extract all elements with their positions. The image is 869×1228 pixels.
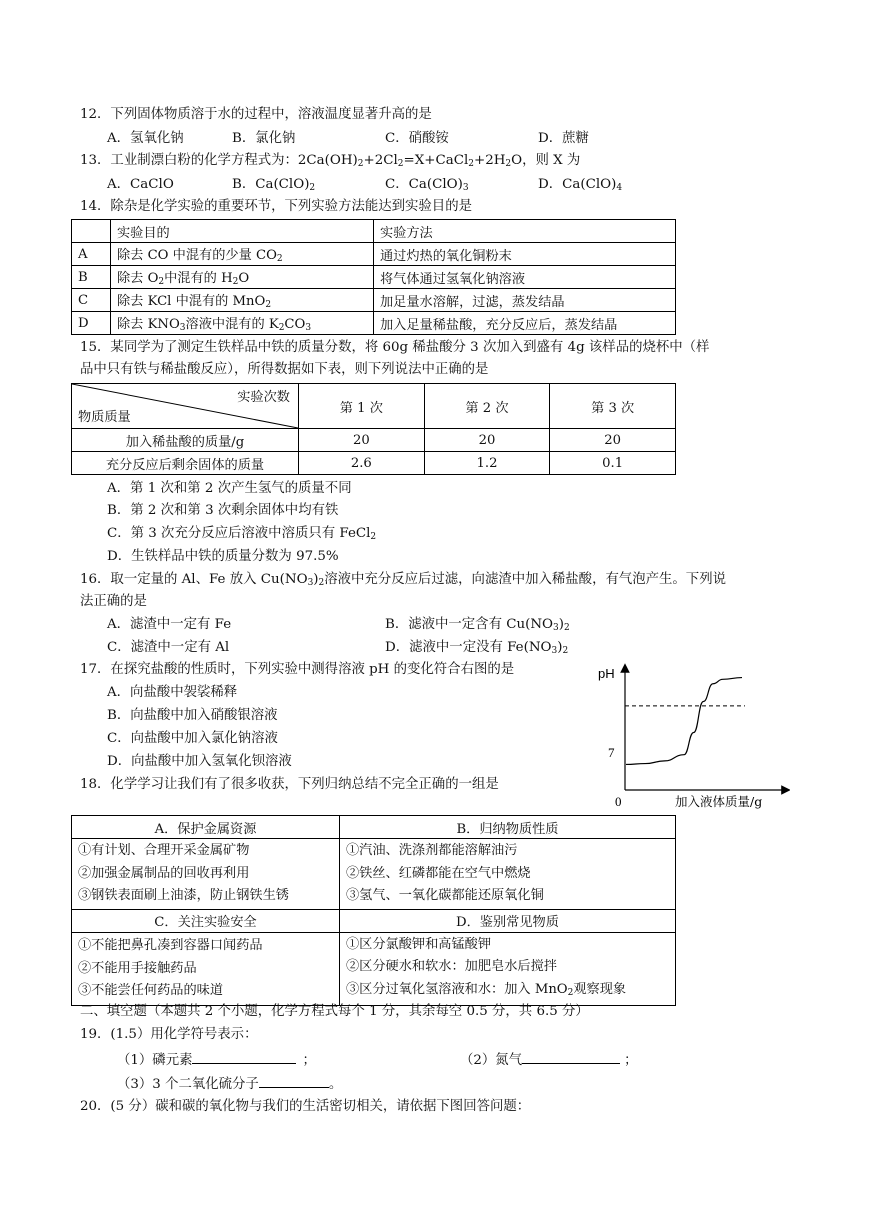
- q14-row-method: 将气体通过氢氧化钠溶液: [374, 266, 676, 289]
- q13-option-c: C．$Ca(ClO)_3$: [385, 177, 469, 193]
- q18-block-c-title: C．关注实验安全: [72, 909, 340, 932]
- answer-blank[interactable]: [192, 1050, 296, 1064]
- q15-stem-line2: 品中只有铁与稀盐酸反应），所得数据如下表，则下列说法中正确的是: [80, 362, 489, 377]
- q17-option-b: B．向盐酸中加入硝酸银溶液: [107, 708, 278, 723]
- q12-option-b: B．氯化钠: [232, 131, 296, 146]
- q18-block-b-items: ①汽油、洗涤剂都能溶解油污 ②铁丝、红磷都能在空气中燃烧 ③氢气、一氧化碳都能还原氧化铜: [340, 839, 676, 910]
- q15-table: [71, 383, 676, 475]
- q12-option-c: C．硝酸铵: [385, 131, 449, 146]
- ph-curve: [626, 678, 742, 765]
- origin-label: 0: [615, 794, 622, 809]
- q15-corner-top: 实验次数: [237, 390, 290, 405]
- answer-blank[interactable]: [259, 1074, 329, 1088]
- q15-option-d: D．生铁样品中铁的质量分数为 97.5%: [107, 549, 339, 564]
- q14-row-letter: A: [72, 243, 111, 266]
- q14-row-letter: D: [72, 312, 111, 335]
- q15-col-1: 第 1 次: [299, 384, 425, 429]
- table-row: [72, 839, 676, 910]
- q14-row-method: 加入足量稀盐酸，充分反应后，蒸发结晶: [374, 312, 676, 335]
- q14-header-goal: 实验目的: [111, 220, 374, 243]
- table-row: [72, 909, 676, 932]
- q12-stem: 12．下列固体物质溶于水的过程中，溶液温度显著升高的是: [80, 107, 432, 122]
- x-axis-label: 加入液体质量/g: [675, 794, 763, 809]
- q19-item-3: （3）3 个二氧化硫分子 。: [117, 1074, 342, 1094]
- q17-option-c: C．向盐酸中加入氯化钠溶液: [107, 731, 278, 746]
- q20-stem: 20．(5 分）碳和碳的氧化物与我们的生活密切相关，请依据下图回答问题：: [80, 1099, 531, 1114]
- q14-row-goal: 除去 $KNO_3$溶液中混有的 $K_2CO_3$: [111, 312, 374, 335]
- table-row: [72, 384, 676, 429]
- q19-item-2: （2）氮气 ；: [460, 1050, 637, 1070]
- q15-cell: 20: [550, 429, 676, 452]
- q15-col-3: 第 3 次: [550, 384, 676, 429]
- table-row: [72, 816, 676, 839]
- q15-option-b: B．第 2 次和第 3 次剩余固体中均有铁: [107, 503, 339, 518]
- q16-option-d: D．滤液中一定没有 $Fe(NO_3)_2$: [385, 640, 569, 656]
- q14-row-method: 加足量水溶解，过滤，蒸发结晶: [374, 289, 676, 312]
- q14-row-goal: 除去 CO 中混有的少量 $CO_2$: [111, 243, 374, 266]
- q18-stem: 18．化学学习让我们有了很多收获，下列归纳总结不完全正确的一组是: [80, 777, 499, 792]
- q15-corner-bottom: 物质质量: [78, 410, 131, 425]
- q15-cell: 20: [299, 429, 425, 452]
- q15-row-label: 充分反应后剩余固体的质量: [72, 452, 299, 475]
- q17-stem: 17．在探究盐酸的性质时，下列实验中测得溶液 pH 的变化符合右图的是: [80, 662, 515, 677]
- q14-row-method: 通过灼热的氧化铜粉末: [374, 243, 676, 266]
- q16-option-b: B．滤液中一定含有 $Cu(NO_3)_2$: [385, 617, 570, 633]
- q15-cell: 0.1: [550, 452, 676, 475]
- q15-cell: 20: [424, 429, 550, 452]
- q18-table: [71, 815, 676, 1006]
- q14-row-letter: C: [72, 289, 111, 312]
- q16-stem-line1: 16．取一定量的 Al、Fe 放入 $Cu(NO_3)_2$溶液中充分反应后过滤，向滤渣中加入稀盐酸，有气泡产生。下列说: [80, 572, 726, 588]
- q15-option-c: C．第 3 次充分反应后溶液中溶质只有 FeCl$_2$: [107, 526, 377, 542]
- table-row: [72, 266, 676, 289]
- table-row: [72, 312, 676, 335]
- q15-option-a: A．第 1 次和第 2 次产生氢气的质量不同: [107, 481, 352, 496]
- q15-corner-cell: [72, 384, 299, 429]
- q19-item-1: （1）磷元素 ；: [117, 1050, 316, 1070]
- q15-stem-line1: 15．某同学为了测定生铁样品中铁的质量分数，将 60g 稀盐酸分 3 次加入到盛有 4g 该样品的烧杯中（样: [80, 340, 710, 355]
- q15-row-label: 加入稀盐酸的质量/g: [72, 429, 299, 452]
- q16-option-c: C．滤渣中一定有 Al: [107, 640, 230, 655]
- q12-option-a: A．氢氧化钠: [107, 131, 184, 146]
- q16-option-a: A．滤渣中一定有 Fe: [107, 617, 232, 632]
- q14-stem: 14．除杂是化学实验的重要环节，下列实验方法能达到实验目的是: [80, 199, 472, 214]
- q18-block-a-title: A．保护金属资源: [72, 816, 340, 839]
- table-row: [72, 243, 676, 266]
- q18-block-d-title: D．鉴别常见物质: [340, 909, 676, 932]
- q15-cell: 2.6: [299, 452, 425, 475]
- ph-chart: [590, 660, 790, 815]
- y-axis-label: pH: [598, 666, 615, 681]
- table-row: [72, 429, 676, 452]
- q18-block-b-title: B．归纳物质性质: [340, 816, 676, 839]
- q18-block-d-items: ①区分氯酸钾和高锰酸钾 ②区分硬水和软水：加肥皂水后搅拌 ③区分过氧化氢溶液和水：加入 MnO$_2$观察现象: [340, 932, 676, 1006]
- q19-stem: 19．(1.5）用化学符号表示：: [80, 1027, 258, 1042]
- q14-row-goal: 除去 $O_2$中混有的 $H_2O$: [111, 266, 374, 289]
- q15-cell: 1.2: [424, 452, 550, 475]
- q16-stem-line2: 法正确的是: [80, 594, 147, 609]
- q14-table: [71, 219, 676, 335]
- table-row: [72, 452, 676, 475]
- answer-blank[interactable]: [522, 1050, 620, 1064]
- q18-block-a-items: ①有计划、合理开采金属矿物 ②加强金属制品的回收再利用 ③钢铁表面刷上油漆，防止钢铁生锈: [72, 839, 340, 910]
- q15-col-2: 第 2 次: [424, 384, 550, 429]
- table-row: [72, 932, 676, 1006]
- q13-option-b: B．$Ca(ClO)_2$: [232, 177, 316, 193]
- q14-header-method: 实验方法: [374, 220, 676, 243]
- q14-row-goal: 除去 KCl 中混有的 MnO$_2$: [111, 289, 374, 312]
- q18-block-c-items: ①不能把鼻孔凑到容器口闻药品 ②不能用手接触药品 ③不能尝任何药品的味道: [72, 932, 340, 1006]
- q13-option-d: D．$Ca(ClO)_4$: [538, 177, 623, 193]
- q12-option-d: D．蔗糖: [538, 131, 589, 146]
- table-row: [72, 289, 676, 312]
- q13-stem: 13．工业制漂白粉的化学方程式为：$2Ca(OH)_2+2Cl_2=X+CaCl_2+2H_2O$，则 X 为: [80, 153, 581, 169]
- section-2-title: 二、填空题（本题共 2 个小题，化学方程式每个 1 分，其余每空 0.5 分，共 6.5 分）: [80, 1004, 589, 1019]
- q14-row-letter: B: [72, 266, 111, 289]
- table-row: [72, 220, 676, 243]
- q17-option-d: D．向盐酸中加入氢氧化钡溶液: [107, 754, 292, 769]
- q17-option-a: A．向盐酸中袈裟稀释: [107, 685, 238, 700]
- y-tick-label: 7: [608, 745, 615, 760]
- q13-option-a: A．CaClO: [107, 177, 174, 192]
